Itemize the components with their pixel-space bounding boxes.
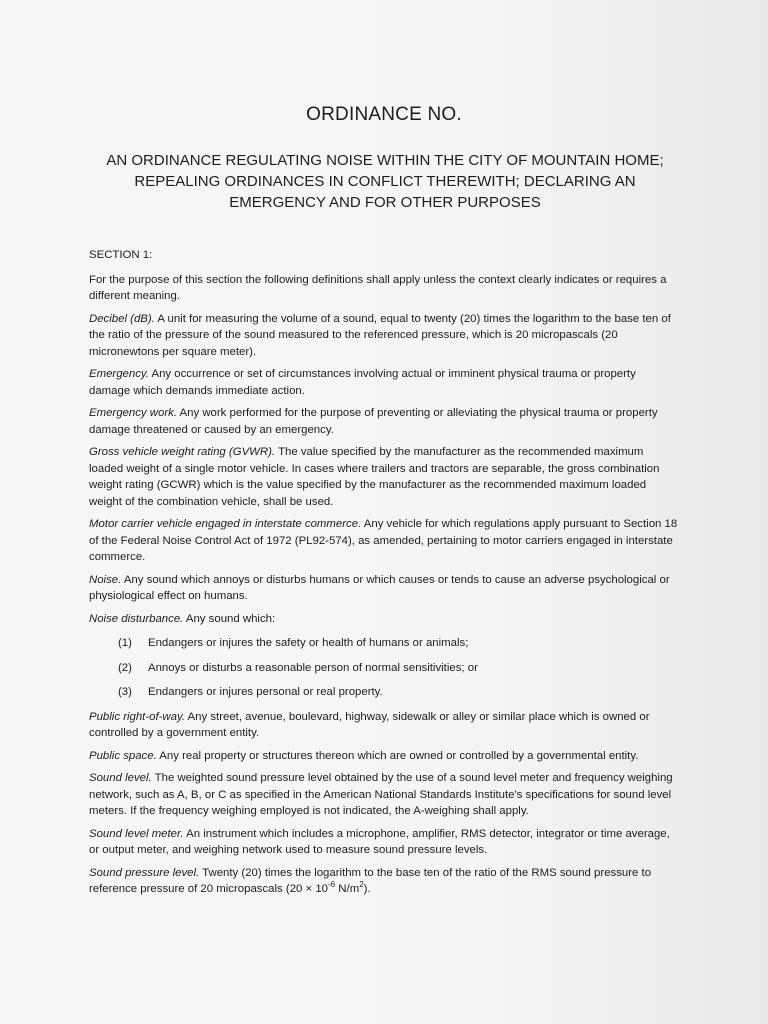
definition-term: Noise disturbance. [89, 612, 184, 625]
list-text: Endangers or injures personal or real property. [148, 686, 383, 698]
definition-paragraph [89, 311, 679, 361]
definition-term: Sound pressure level. [89, 866, 200, 879]
definition-term: Gross vehicle weight rating (GVWR). [89, 446, 276, 458]
list-number: (3) [118, 686, 132, 698]
section-heading: SECTION 1: [89, 249, 153, 261]
definition-paragraph [89, 611, 679, 628]
definition-text: ). [363, 883, 371, 895]
definition-paragraph [89, 366, 679, 399]
definition-text: The weighted sound pressure level obtained by the use of a sound level meter and frequency weighing network, such as A, B, or C as specified in the American National Standards Institute's specifications for sound level meters. If the frequency weighing employed is not indicated, the A-weighing shall apply. [89, 772, 673, 817]
definition-paragraph [89, 865, 679, 898]
exponent: 2 [359, 880, 364, 890]
list-item [89, 660, 679, 677]
definition-paragraph [89, 770, 679, 820]
definition-text: Any sound which: [183, 612, 276, 625]
definition-text: An instrument which includes a microphone, amplifier, RMS detector, integrator or time average, or output meter, and weighing network used to measure sound pressure levels. [89, 827, 670, 856]
definition-paragraph [89, 826, 679, 859]
definition-text: Any real property or structures thereon which are owned or controlled by a governmental entity. [156, 749, 639, 762]
ordinance-subtitle: AN ORDINANCE REGULATING NOISE WITHIN THE CITY OF MOUNTAIN HOME; REPEALING ORDINANCES IN CONFLICT THEREWITH; DECLARING AN EMERGENCY AND FOR OTHER PURPOSES [106, 152, 664, 211]
definition-paragraph [89, 572, 679, 605]
definition-text: A unit for measuring the volume of a sound, equal to twenty (20) times the logarithm to the base ten of the ratio of the pressure of the sound measured to the referenced pressure, which is 20 micropascals (20 micronewtons per square meter). [89, 312, 671, 358]
definition-text: Any work performed for the purpose of preventing or alleviating the physical trauma or property damage threatened or caused by an emergency. [89, 407, 658, 436]
list-number: (1) [118, 637, 132, 649]
definition-text: Any vehicle for which regulations apply pursuant to Section 18 of the Federal Noise Control Act of 1972 (PL92-574), as amended, pertaining to motor carriers engaged in interstate commerce. [89, 518, 678, 563]
definition-text: Twenty (20) times the logarithm to the base ten of the ratio of the RMS sound pressure to reference pressure of 20 micropascals (20 × 10 [89, 866, 652, 895]
definition-paragraph [89, 516, 679, 566]
exponent: -6 [328, 880, 336, 890]
definition-paragraph [89, 709, 679, 742]
list-text: Annoys or disturbs a reasonable person of normal sensitivities; or [148, 661, 478, 674]
definition-paragraph [89, 444, 679, 510]
list-item [89, 635, 679, 652]
definition-paragraph [89, 748, 679, 765]
ordinance-title: ORDINANCE NO. [306, 104, 462, 125]
definition-term: Public right-of-way. [89, 710, 186, 723]
definition-text: Any sound which annoys or disturbs humans or which causes or tends to cause an adverse psychological or physiological effect on humans. [89, 573, 670, 602]
definition-term: Sound level. [89, 772, 152, 784]
definition-term: Decibel (dB). [89, 312, 155, 325]
definition-term: Public space. [89, 749, 157, 762]
definition-paragraph [89, 405, 679, 438]
list-text: Endangers or injures the safety or health of humans or animals; [148, 637, 469, 649]
definition-text: Any street, avenue, boulevard, highway, sidewalk or alley or similar place which is owned or controlled by a government entity. [89, 710, 650, 739]
definition-term: Emergency work. [89, 407, 177, 419]
definition-text: The value specified by the manufacturer as the recommended maximum loaded weight of a single motor vehicle. In cases where trailers and tractors are separable, the gross combination weight rating (GCWR) which is the value specified by the manufacturer as the recommended maximum loaded weight of the combination vehicle, shall be used. [89, 446, 660, 508]
definition-term: Noise. [89, 573, 122, 586]
definition-term: Emergency. [89, 368, 149, 380]
definition-term: Sound level meter. [89, 827, 184, 840]
definition-text: Any occurrence or set of circumstances involving actual or imminent physical trauma or property damage which demands immediate action. [89, 368, 636, 397]
list-number: (2) [118, 661, 132, 674]
list-item [89, 684, 679, 701]
intro-paragraph: For the purpose of this section the following definitions shall apply unless the context clearly indicates or requires a different meaning. [89, 273, 667, 302]
definition-text: N/m [335, 883, 360, 895]
definition-term: Motor carrier vehicle engaged in interstate commerce. [89, 518, 362, 530]
ordinance-body [89, 247, 679, 904]
